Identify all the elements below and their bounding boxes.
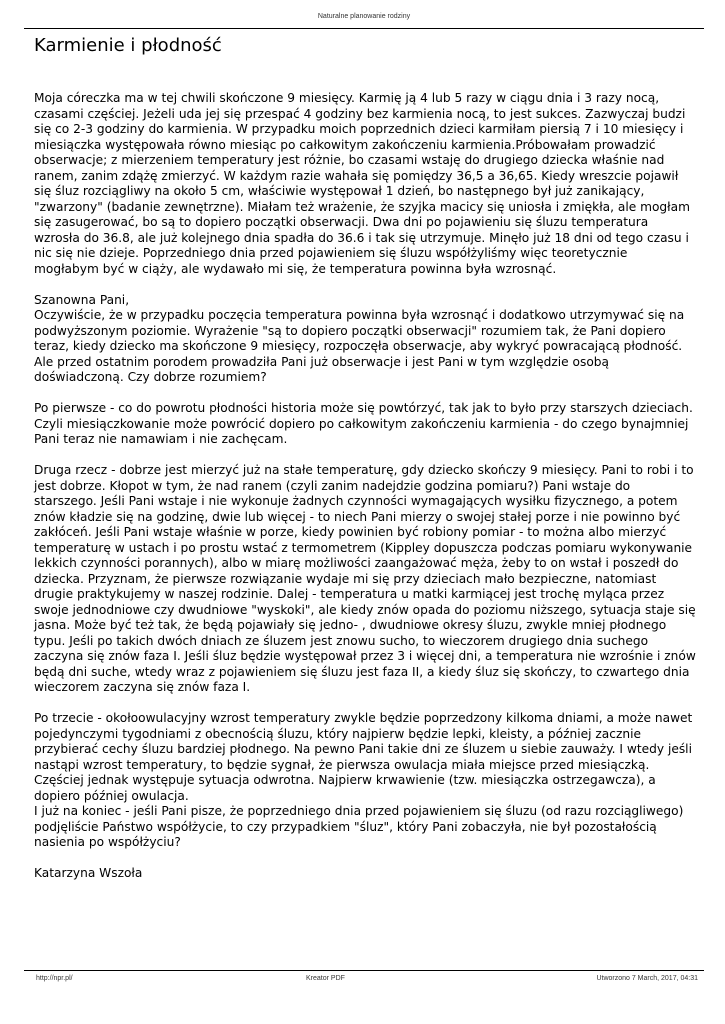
answer-point-three: Po trzecie - okołoowulacyjny wzrost temperatury zwykle będzie poprzedzony kilkoma dniami, a może nawet pojedynczymi tygodniami z obecnością śluzu, który najpierw będzie lepki, kleisty, a później zacznie przybierać cechy śluzu bardziej płodnego. Na pewno Pani takie dni ze śluzem u siebie zauważy. I wtedy jeśli nastąpi wzrost temperatury, to będzie sygnał, że pierwsza owulacja miała miejsce przed miesiączką. Częściej jednak występuje sytuacja odwrotna. Najpierw krwawienie (tzw. miesiączka ostrzegawcza), a dopiero później owulacja. I już na koniec - jeśli Pani pisze, że poprzedniego dnia przed pojawieniem się śluzu (od razu rozciągliwego) podjęliście Państwo współżycie, to czy przypadkiem "śluz", który Pani zobaczyła, nie był pozostałością nasienia po współżyciu? <box>34 711 693 849</box>
header-divider <box>24 28 704 29</box>
answer-point-one: Po pierwsze - co do powrotu płodności historia może się powtórzyć, tak jak to było przy starszych dzieciach. Czyli miesiączkowanie może powrócić dopiero po całkowitym zakończeniu karmienia - do czego bynajmniej Pani teraz nie namawiam i nie zachęcam. <box>34 401 693 446</box>
footer-created-date: Utworzono 7 March, 2017, 04:31 <box>596 975 698 982</box>
answer-point-two: Druga rzecz - dobrze jest mierzyć już na stałe temperaturę, gdy dziecko skończy 9 miesięcy. Pani to robi i to jest dobrze. Kłopot w tym, że nad ranem (czyli zanim nadejdzie godzina pomiaru?) Pani wstaje do starszego. Jeśli Pani wstaje i nie wykonuje żadnych czynności wymagających wysiłku fizycznego, a potem znów kładzie się na godzinę, dwie lub więcej - to niech Pani mierzy o swojej stałej porze i nie powinno być zakłóceń. Jeśli Pani wstaje właśnie w porze, kiedy powinien być robiony pomiar - to można albo mierzyć temperaturę w ustach i po prostu wstać z termometrem (Kippley dopuszcza podczas pomiaru wykonywanie lekkich czynności porannych), albo w miarę możliwości zaangażować męża, żeby to on wstał i poszedł do dziecka. Przyznam, że pierwsze rozwiązanie wydaje mi się przy dzieciach mało bezpieczne, natomiast drugie praktykujemy w naszej rodzinie. Dalej - temperatura u matki karmiącej jest trochę myląca przez swoje jednodniowe czy dwudniowe "wyskoki", ale kiedy znów opada do poziomu niższego, sytuacja staje się jasna. Może być też tak, że będą pojawiały się jedno- , dwudniowe okresy śluzu, zwykle mniej płodnego typu. Jeśli po takich dwóch dniach ze śluzem jest znowu sucho, to wieczorem drugiego dnia suchego zaczyna się znów faza I. Jeśli śluz będzie występował przez 3 i więcej dni, a temperatura nie wzrośnie i znów będą dni suche, wtedy wraz z pojawieniem się śluzu jest faza II, a kiedy śluz się skończy, to czwartego dnia wieczorem zaczyna się znów faza I. <box>34 463 696 694</box>
answer-greeting-paragraph: Szanowna Pani, Oczywiście, że w przypadku poczęcia temperatura powinna była wzrosnąć i dodatkowo utrzymywać się na podwyższonym poziomie. Wyrażenie "są to dopiero początki obserwacji" rozumiem tak, że Pani dopiero teraz, kiedy dziecko ma skończone 9 miesięcy, rozpoczęła obserwacje, aby wykryć powracającą płodność. Ale przed ostatnim porodem prowadziła Pani już obserwacje i jest Pani w tym względzie osobą doświadczoną. Czy dobrze rozumiem? <box>34 292 685 384</box>
footer-divider <box>24 970 704 971</box>
author-signature: Katarzyna Wszoła <box>34 866 143 880</box>
article-title: Karmienie i płodność <box>34 35 222 56</box>
question-paragraph: Moja córeczka ma w tej chwili skończone 9 miesięcy. Karmię ją 4 lub 5 razy w ciągu dnia i 3 razy nocą, czasami częściej. Jeżeli uda jej się przespać 4 godziny bez karmienia nocą, to jest sukces. Zazwyczaj budzi się co 2-3 godziny do karmienia. W przypadku moich poprzednich dzieci karmiłam piersią 7 i 10 miesięcy i miesiączka występowała równo miesiąc po całkowitym zakończeniu karmienia.Próbowałam prowadzić obserwacje; z mierzeniem temperatury jest różnie, bo czasami wstaję do drugiego dziecka właśnie nad ranem, zanim zdążę zmierzyć. W każdym razie wahała się pomiędzy 36,5 a 36,65. Kiedy wreszcie pojawił się śluz rozciągliwy na około 5 cm, właściwie występował 1 dzień, bo następnego był już zanikający, "zwarzony" (badanie zewnętrzne). Miałam też wrażenie, że szyjka macicy się uniosła i zmiękła, ale mogłam się zasugerować, bo są to dopiero początki obserwacji. Dwa dni po pojawieniu się śluzu temperatura wzrosła do 36.8, ale już kolejnego dnia spadła do 36.6 i tak się utrzymuje. Minęło już 18 dni od tego czasu i nic się nie dzieje. Poprzedniego dnia przed pojawieniem się śluzu współżyliśmy więc teoretycznie mogłabym być w ciąży, ale wydawało mi się, że temperatura powinna była wzrosnąć. <box>34 91 690 276</box>
page-header: Naturalne planowanie rodziny <box>317 13 411 20</box>
footer-url-link[interactable]: http://npr.pl/ <box>36 975 73 982</box>
article-body <box>34 91 696 897</box>
footer-generator: Kreator PDF <box>306 975 345 982</box>
